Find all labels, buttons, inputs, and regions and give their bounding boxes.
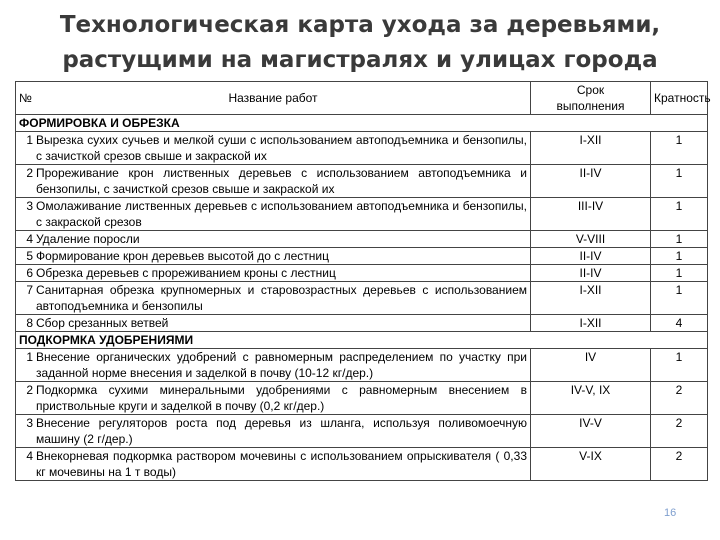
work-cell <box>16 415 531 448</box>
work-name: Внесение регуляторов роста под деревья из шланга, используя поливомоечную машину (2 г/дер.) <box>36 416 527 446</box>
work-cell <box>16 132 531 165</box>
work-cell <box>16 265 531 282</box>
header-num: № <box>19 91 32 105</box>
table-body <box>16 115 708 481</box>
page-title <box>0 8 720 78</box>
work-name: Сбор срезанных ветвей <box>36 316 169 330</box>
frequency-cell: 1 <box>651 248 708 265</box>
work-name: Обрезка деревьев с прореживанием кроны с лестниц <box>36 266 336 280</box>
work-name: Удаление поросли <box>36 232 140 246</box>
work-name: Внекорневая подкормка раствором мочевины с использованием опрыскивателя ( 0,33 кг мочевины на 1 т воды) <box>36 449 527 479</box>
row-number: 6 <box>26 266 33 280</box>
header-term-line-2: выполнения <box>556 99 625 113</box>
table-row <box>16 265 708 282</box>
row-number: 4 <box>26 449 33 463</box>
work-cell <box>16 315 531 332</box>
frequency-cell: 1 <box>651 165 708 198</box>
section-header-row <box>16 332 708 349</box>
header-frequency: Кратность <box>651 82 708 115</box>
term-cell: III-IV <box>531 198 651 231</box>
table-row <box>16 132 708 165</box>
table-row <box>16 382 708 415</box>
work-name: Омолаживание лиственных деревьев с использованием автоподъемника и бензопилы, с закраской срезов <box>36 199 527 229</box>
work-cell <box>16 231 531 248</box>
term-cell: IV-V, IX <box>531 382 651 415</box>
table-row <box>16 165 708 198</box>
section-header-row <box>16 115 708 132</box>
work-name: Вырезка сухих сучьев и мелкой суши с использованием автоподъемника и бензопилы, с зачисткой срезов свыше и закраской их <box>36 133 527 163</box>
row-number: 2 <box>26 166 33 180</box>
work-cell <box>16 198 531 231</box>
work-cell <box>16 448 531 481</box>
table-row <box>16 282 708 315</box>
table-row <box>16 198 708 231</box>
row-number: 1 <box>26 133 33 147</box>
header-term-cell <box>531 82 651 115</box>
table-row <box>16 248 708 265</box>
row-number: 1 <box>26 350 33 364</box>
page-number: 16 <box>664 507 677 519</box>
row-number: 5 <box>26 249 33 263</box>
frequency-cell: 1 <box>651 349 708 382</box>
section-title: ПОДКОРМКА УДОБРЕНИЯМИ <box>16 332 708 349</box>
term-cell: V-VIII <box>531 231 651 248</box>
row-number: 8 <box>26 316 33 330</box>
work-cell <box>16 165 531 198</box>
work-cell <box>16 282 531 315</box>
work-name: Санитарная обрезка крупномерных и старовозрастных деревьев с использованием автоподъемника и бензопилы <box>36 283 527 313</box>
frequency-cell: 1 <box>651 132 708 165</box>
page-title-line-2: растущими на магистралях и улицах города <box>62 47 658 73</box>
term-cell: II-IV <box>531 165 651 198</box>
work-cell <box>16 382 531 415</box>
table-row <box>16 415 708 448</box>
work-name: Формирование крон деревьев высотой до с лестниц <box>36 249 329 263</box>
frequency-cell: 1 <box>651 265 708 282</box>
term-cell: V-IX <box>531 448 651 481</box>
header-term-line-1: Срок <box>576 83 605 97</box>
frequency-cell: 1 <box>651 198 708 231</box>
frequency-cell: 2 <box>651 448 708 481</box>
row-number: 3 <box>26 416 33 430</box>
table-row <box>16 231 708 248</box>
header-name: Название работ <box>228 91 318 105</box>
table-row <box>16 315 708 332</box>
term-cell: IV <box>531 349 651 382</box>
term-cell: IV-V <box>531 415 651 448</box>
frequency-cell: 1 <box>651 282 708 315</box>
tech-card-table <box>15 81 711 481</box>
frequency-cell: 1 <box>651 231 708 248</box>
term-cell: II-IV <box>531 265 651 282</box>
term-cell: I-XII <box>531 315 651 332</box>
table-header-row <box>16 82 708 115</box>
term-cell: I-XII <box>531 132 651 165</box>
page-title-line-1: Технологическая карта ухода за деревьями, <box>59 12 661 38</box>
row-number: 2 <box>26 383 33 397</box>
table-row <box>16 448 708 481</box>
section-title: ФОРМИРОВКА И ОБРЕЗКА <box>16 115 708 132</box>
frequency-cell: 4 <box>651 315 708 332</box>
row-number: 4 <box>26 232 33 246</box>
work-cell <box>16 248 531 265</box>
term-cell: I-XII <box>531 282 651 315</box>
header-name-cell <box>16 82 531 115</box>
term-cell: II-IV <box>531 248 651 265</box>
frequency-cell: 2 <box>651 382 708 415</box>
row-number: 7 <box>26 283 33 297</box>
work-name: Подкормка сухими минеральными удобрениями с равномерным внесением в приствольные круги и заделкой в почву (0,2 кг/дер.) <box>36 383 527 413</box>
work-name: Внесение органических удобрений с равномерным распределением по участку при заданной норме внесения и заделкой в почву (10-12 кг/дер.) <box>36 350 527 380</box>
row-number: 3 <box>26 199 33 213</box>
work-name: Прореживание крон лиственных деревьев с использованием автоподъемника и бензопилы, с зачисткой срезов свыше и закраской их <box>36 166 527 196</box>
table-row <box>16 349 708 382</box>
frequency-cell: 2 <box>651 415 708 448</box>
work-cell <box>16 349 531 382</box>
